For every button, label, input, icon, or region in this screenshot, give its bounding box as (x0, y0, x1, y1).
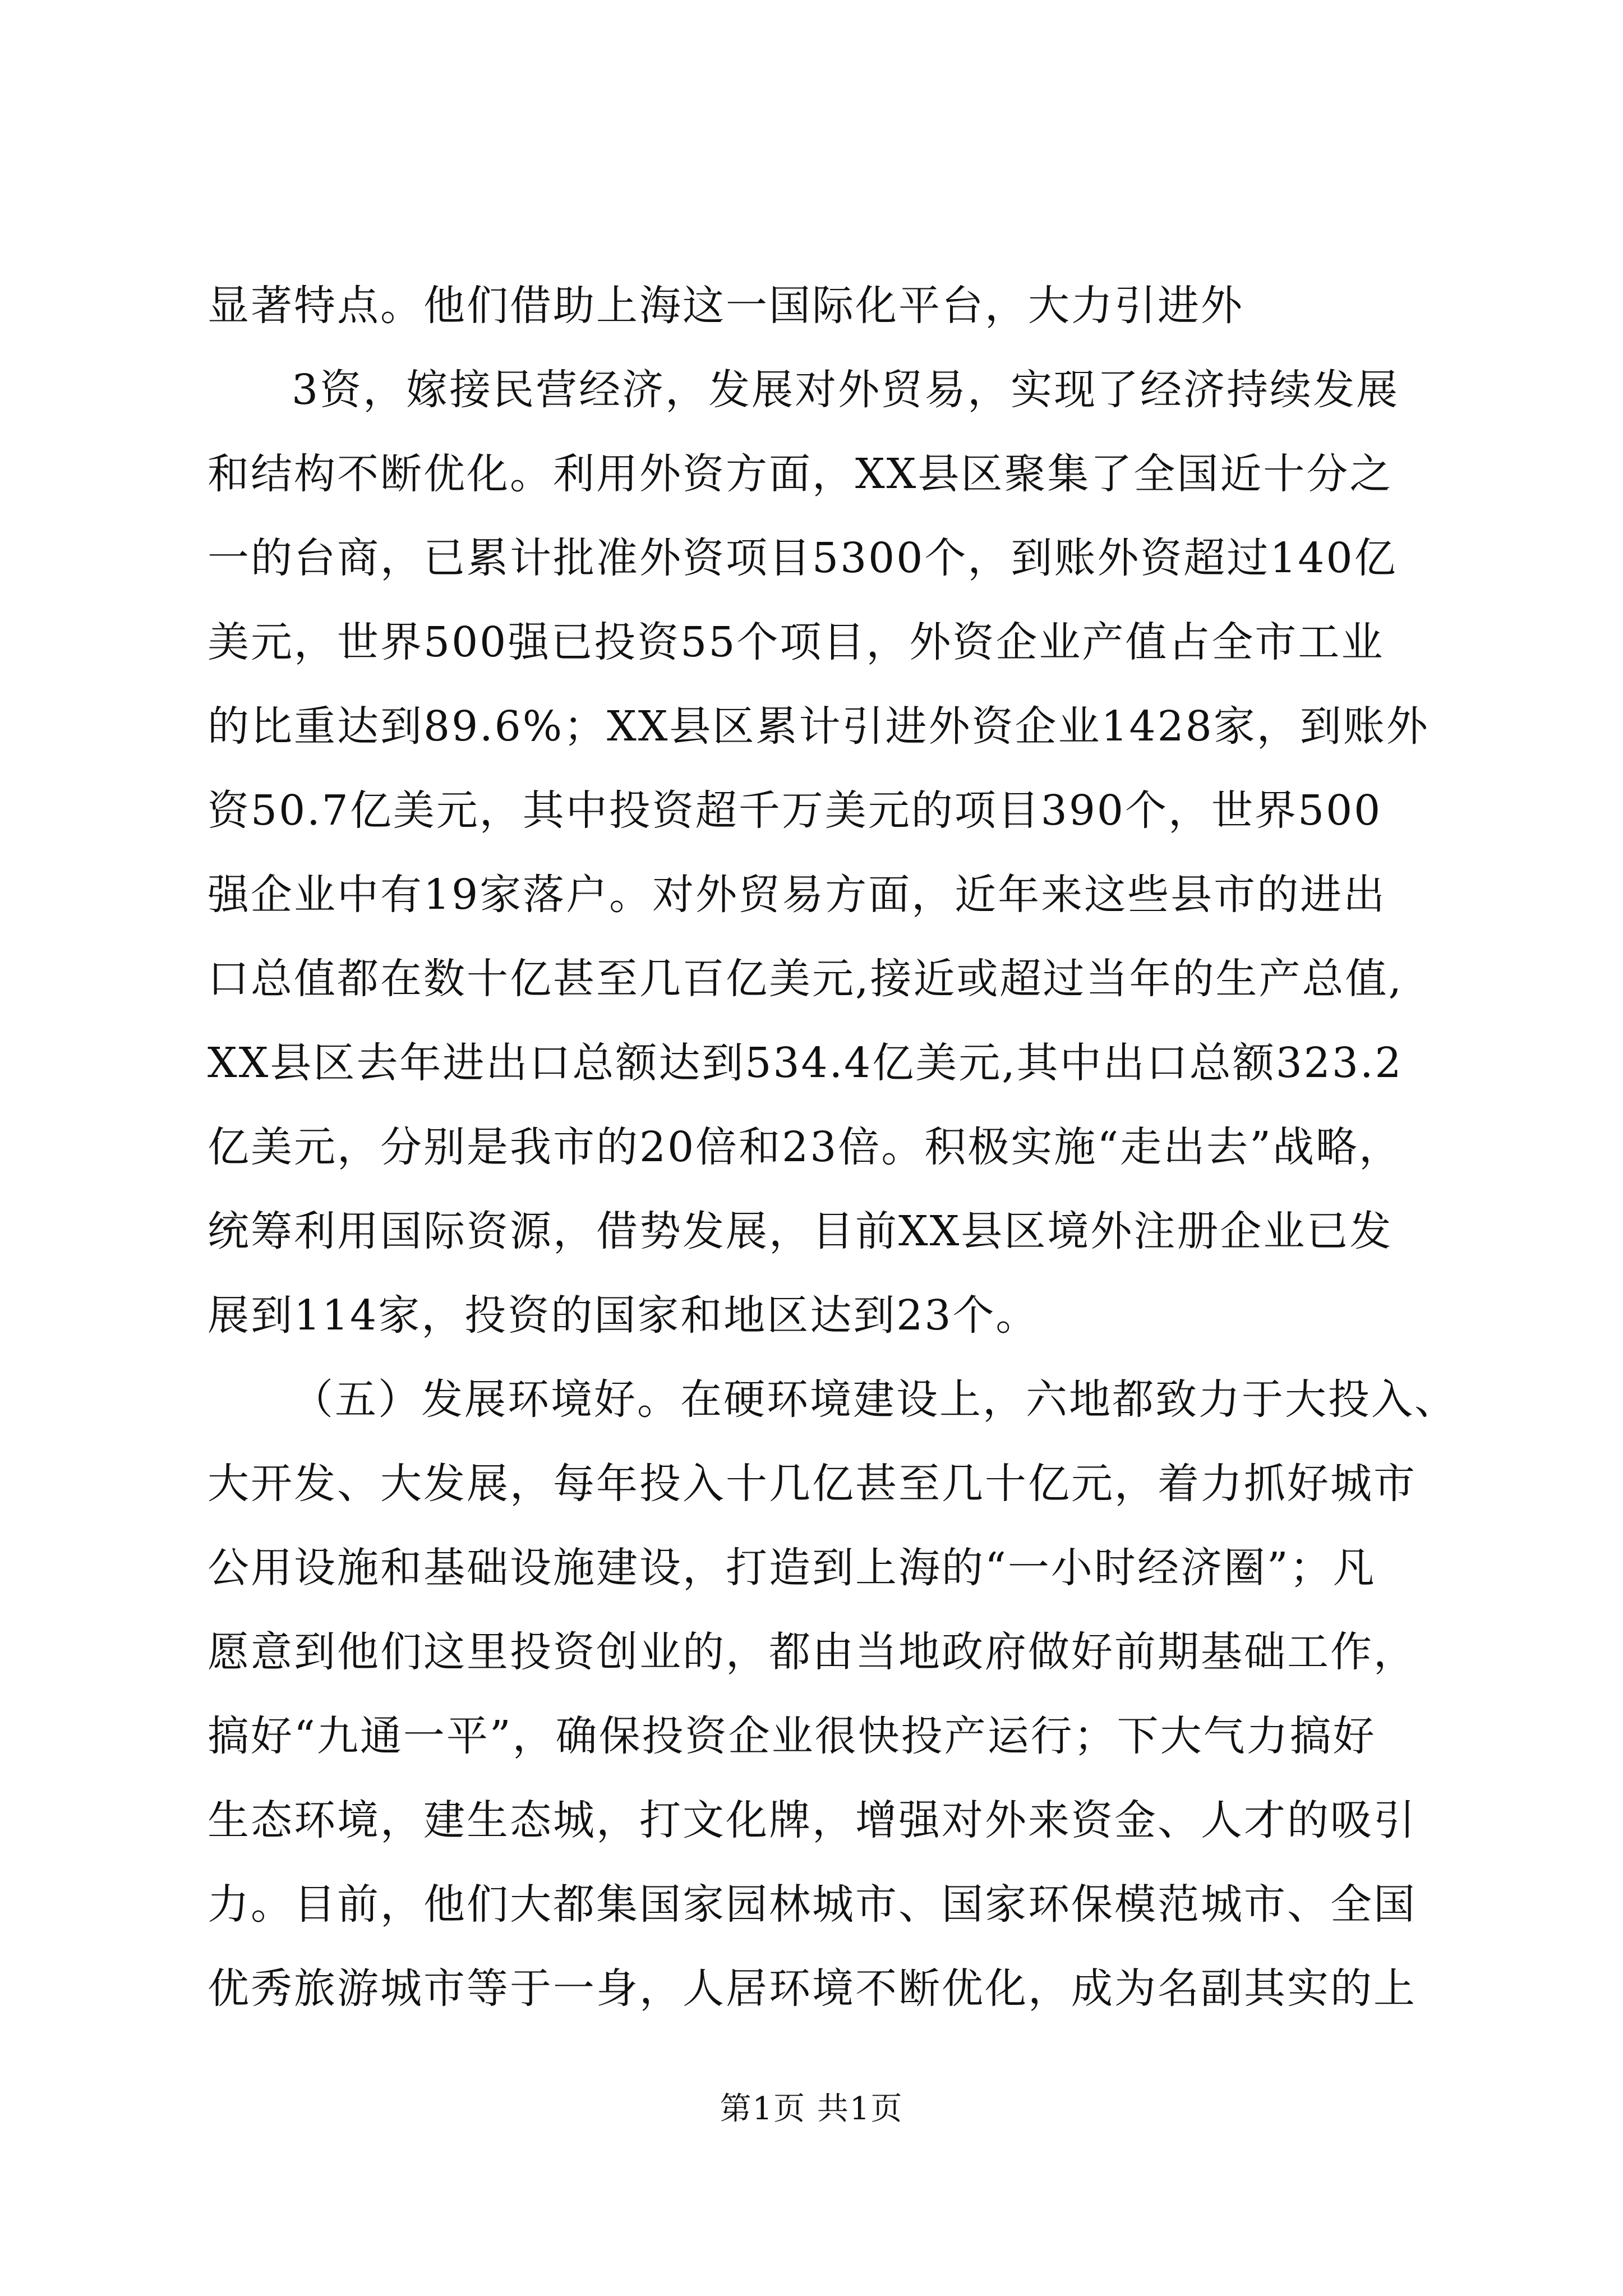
text-line: 力。目前，他们大都集国家园林城市、国家环保模范城市、全国 (208, 1880, 1417, 1929)
text-line: 优秀旅游城市等于一身，人居环境不断优化，成为名副其实的上 (208, 1964, 1417, 2013)
text-line: 口总值都在数十亿甚至几百亿美元,接近或超过当年的生产总值, (208, 955, 1404, 1003)
text-line: 和结构不断优化。利用外资方面，XX县区聚集了全国近十分之 (208, 450, 1393, 498)
text-line: 大开发、大发展，每年投入十几亿甚至几十亿元，着力抓好城市 (208, 1460, 1417, 1508)
text-line: 统筹利用国际资源，借势发展，目前XX县区境外注册企业已发 (208, 1207, 1393, 1255)
text-line: 搞好“九通一平”，确保投资企业很快投产运行；下大气力搞好 (208, 1712, 1376, 1760)
text-line: 公用设施和基础设施建设，打造到上海的“一小时经济圈”；凡 (208, 1544, 1376, 1592)
text-line: 美元，世界500强已投资55个项目，外资企业产值占全市工业 (208, 618, 1385, 666)
document-body (208, 264, 1458, 2031)
text-line: 生态环境，建生态城，打文化牌，增强对外来资金、人才的吸引 (208, 1796, 1417, 1844)
text-line: （五）发展环境好。在硬环境建设上，六地都致力于大投入、 (292, 1375, 1458, 1424)
text-line: 展到114家，投资的国家和地区达到23个。 (208, 1291, 1039, 1340)
text-line: 3资，嫁接民营经济，发展对外贸易，实现了经济持续发展 (292, 366, 1400, 414)
page-footer (0, 2087, 1623, 2132)
text-line: 强企业中有19家落户。对外贸易方面，近年来这些县市的进出 (208, 871, 1387, 919)
text-line: 亿美元，分别是我市的20倍和23倍。积极实施“走出去”战略， (208, 1123, 1402, 1171)
text-line: 的比重达到89.6%；XX县区累计引进外资企业1428家，到账外 (208, 702, 1430, 751)
text-line: 愿意到他们这里投资创业的，都由当地政府做好前期基础工作， (208, 1628, 1417, 1676)
text-line: 一的台商，已累计批准外资项目5300个，到账外资超过140亿 (208, 534, 1398, 582)
text-line: 资50.7亿美元，其中投资超千万美元的项目390个，世界500 (208, 786, 1382, 835)
text-line: 显著特点。他们借助上海这一国际化平台，大力引进外 (208, 282, 1244, 330)
page-number: 第1页 共1页 (720, 2091, 903, 2127)
text-line: XX县区去年进出口总额达到534.4亿美元,其中出口总额323.2 (208, 1039, 1403, 1087)
